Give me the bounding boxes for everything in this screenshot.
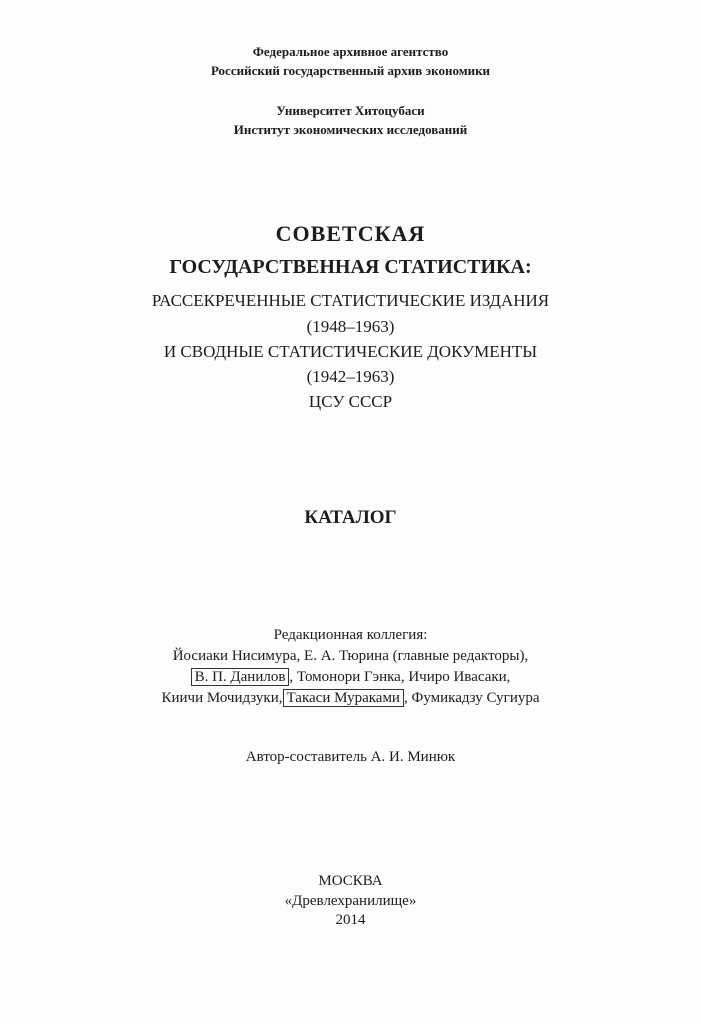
boxed-name-murakami: Такаси Мураками: [283, 689, 404, 707]
editorial-board-line-3: [0, 691, 701, 706]
catalog-label: КАТАЛОГ: [304, 507, 397, 528]
editorial-board-line-2-rest: , Томонори Гэнка, Ичиро Ивасаки,: [289, 669, 511, 685]
compiler-line: Автор-составитель А. И. Минюк: [245, 749, 456, 765]
bleed-through-text: [0, 548, 701, 578]
editorial-board-line-2: [0, 670, 701, 685]
imprint-year: 2014: [335, 912, 366, 928]
editorial-board-line-3-start: Киичи Мочидзуки,: [161, 690, 283, 706]
title-line-7: ЦСУ СССР: [308, 392, 393, 411]
imprint-publisher: «Древлехранилище»: [284, 893, 417, 909]
title-line-4: (1948–1963): [306, 317, 395, 336]
title-line-3: РАССЕКРЕЧЕННЫЕ СТАТИСТИЧЕСКИЕ ИЗДАНИЯ: [151, 291, 550, 310]
imprint-city: МОСКВА: [318, 873, 383, 889]
title-line-5: И СВОДНЫЕ СТАТИСТИЧЕСКИЕ ДОКУМЕНТЫ: [163, 342, 538, 361]
header-org-4: Институт экономических исследований: [233, 122, 468, 137]
editorial-board-heading: Редакционная коллегия:: [273, 627, 428, 643]
header-org-2: Российский государственный архив экономики: [210, 63, 491, 78]
editorial-board-line-3-rest: , Фумикадзу Сугиура: [403, 690, 540, 706]
title-line-1: СОВЕТСКАЯ: [275, 221, 426, 246]
header-org-3: Университет Хитоцубаси: [276, 103, 425, 118]
editorial-board-line-1: Йосиаки Нисимура, Е. А. Тюрина (главные редакторы),: [172, 648, 529, 664]
header-org-1: Федеральное архивное агентство: [252, 44, 449, 59]
title-line-2: ГОСУДАРСТВЕННАЯ СТАТИСТИКА:: [169, 256, 532, 278]
boxed-name-danilov: В. П. Данилов: [191, 668, 290, 686]
title-line-6: (1942–1963): [306, 367, 395, 386]
